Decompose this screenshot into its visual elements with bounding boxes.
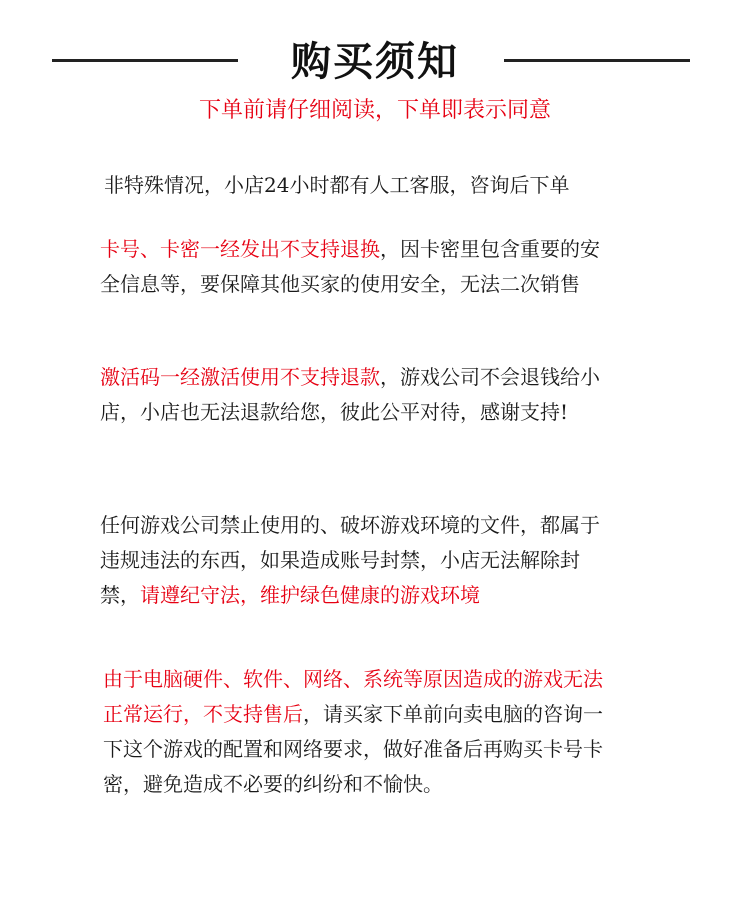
paragraph-hardware [103, 662, 618, 802]
paragraph-ban [100, 508, 615, 613]
card-highlight: 卡号、卡密一经发出不支持退换 [100, 237, 380, 261]
card-text: ，因卡密里包含重要的安全信息等，要保障其他买家的使用安全，无法二次销售 [100, 237, 600, 296]
activation-text: ，游戏公司不会退钱给小店，小店也无法退款给您，彼此公平对待，感谢支持! [100, 365, 600, 424]
paragraph-card [100, 232, 615, 302]
activation-highlight: 激活码一经激活使用不支持退款 [100, 365, 380, 389]
paragraph-activation [100, 360, 615, 430]
paragraph-service [104, 168, 664, 203]
subtitle-notice: 下单前请仔细阅读，下单即表示同意 [198, 98, 551, 123]
ban-text: 任何游戏公司禁止使用的、破坏游戏环境的文件，都属于违规违法的东西，如果造成账号封禁，小店无法解除封禁， [100, 513, 600, 607]
header [0, 34, 750, 90]
ban-highlight: 请遵纪守法，维护绿色健康的游戏环境 [140, 583, 480, 607]
title-divider-right [504, 59, 690, 62]
hardware-text: ，请买家下单前向卖电脑的咨询一下这个游戏的配置和网络要求，做好准备后再购买卡号卡密，避免造成不必要的纠纷和不愉快。 [103, 702, 603, 796]
hardware-highlight: 由于电脑硬件、软件、网络、系统等原因造成的游戏无法正常运行，不支持售后 [103, 667, 603, 726]
service-text: 非特殊情况，小店24小时都有人工客服，咨询后下单 [104, 173, 570, 197]
page-title: 购买须知 [291, 38, 459, 85]
